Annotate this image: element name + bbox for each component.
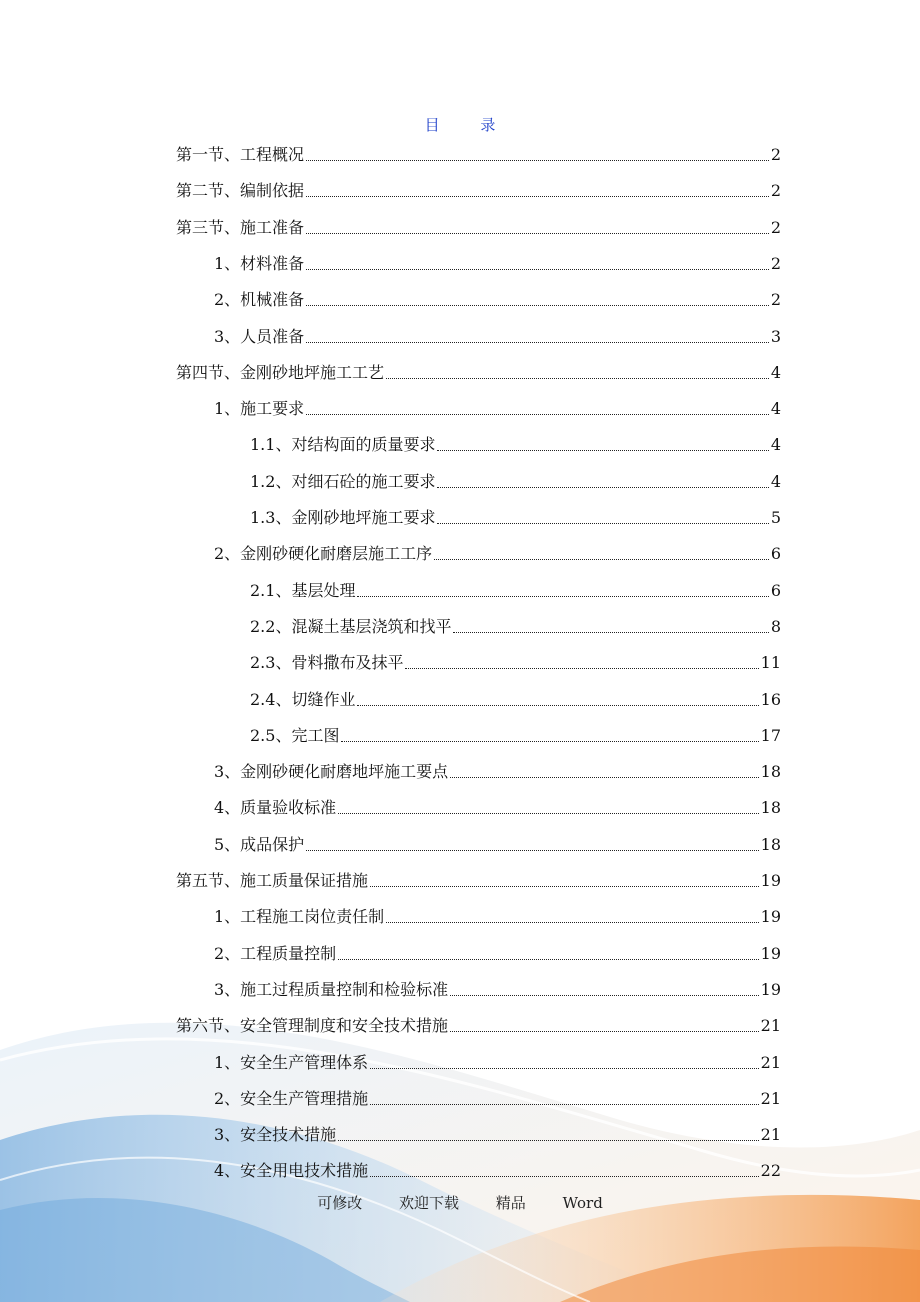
toc-entry-page-number: 5	[770, 508, 781, 527]
toc-entry-page-number: 19	[760, 943, 781, 963]
toc-dot-leader	[306, 269, 769, 270]
toc-entry[interactable]	[214, 834, 781, 856]
toc-entry-page-number: 19	[760, 871, 781, 890]
page-footer	[0, 1192, 920, 1213]
toc-entry-label: 3、金刚砂硬化耐磨地坪施工要点	[214, 762, 449, 782]
toc-entry-page-number: 8	[770, 616, 781, 636]
toc-dot-leader	[306, 305, 769, 306]
toc-dot-leader	[370, 1176, 758, 1177]
footer-text-2: 欢迎下载	[399, 1194, 460, 1212]
toc-entry[interactable]	[214, 1124, 781, 1146]
toc-entry-page-number: 2	[770, 253, 781, 273]
toc-entry[interactable]	[176, 362, 781, 384]
toc-entry-label: 第一节、工程概况	[176, 145, 305, 164]
toc-entry-page-number: 2	[770, 290, 781, 310]
footer-text-3: 精品	[495, 1194, 526, 1212]
toc-entry[interactable]	[250, 616, 781, 638]
toc-dot-leader	[370, 1104, 758, 1105]
footer-text-1: 可修改	[317, 1194, 363, 1212]
toc-entry-page-number: 4	[770, 471, 781, 491]
toc-dot-leader	[306, 160, 769, 161]
toc-entry-label: 1、材料准备	[214, 253, 305, 273]
toc-entry[interactable]	[214, 253, 781, 275]
toc-entry[interactable]	[214, 797, 781, 819]
toc-entry[interactable]	[176, 1015, 781, 1037]
toc-entry[interactable]	[214, 943, 781, 965]
toc-entry-label: 1.2、对细石砼的施工要求	[250, 471, 436, 491]
toc-entry-page-number: 22	[760, 1161, 781, 1181]
toc-entry-page-number: 21	[760, 1088, 781, 1108]
toc-dot-leader	[437, 487, 768, 488]
toc-dot-leader	[386, 922, 758, 923]
toc-entry-page-number: 6	[770, 544, 781, 564]
toc-entry-label: 第二节、编制依据	[176, 181, 305, 201]
toc-entry-label: 2.1、基层处理	[250, 580, 356, 600]
toc-entry-label: 第四节、金刚砂地坪施工工艺	[176, 362, 385, 382]
toc-entry-label: 4、安全用电技术措施	[214, 1161, 369, 1181]
toc-entry[interactable]	[214, 1088, 781, 1110]
toc-entry[interactable]	[214, 761, 781, 783]
toc-dot-leader	[370, 1068, 758, 1069]
toc-entry[interactable]	[250, 689, 781, 711]
toc-entry-page-number: 4	[770, 435, 781, 455]
toc-dot-leader	[450, 1031, 759, 1032]
toc-entry-label: 3、人员准备	[214, 326, 305, 346]
toc-dot-leader	[306, 196, 769, 197]
toc-dot-leader	[338, 1140, 758, 1141]
toc-entry-page-number: 19	[760, 907, 781, 927]
toc-dot-leader	[437, 523, 768, 524]
toc-dot-leader	[405, 668, 758, 669]
toc-entry-label: 1、施工要求	[214, 399, 305, 419]
toc-entry[interactable]	[214, 289, 781, 311]
toc-entry-label: 2、机械准备	[214, 290, 305, 310]
toc-dot-leader	[306, 342, 769, 343]
toc-dot-leader	[450, 777, 758, 778]
toc-entry-label: 5、成品保护	[214, 834, 305, 854]
toc-entry-page-number: 21	[760, 1125, 781, 1145]
toc-entry-label: 1、工程施工岗位责任制	[214, 907, 385, 927]
toc-entry-page-number: 6	[770, 580, 781, 600]
toc-dot-leader	[306, 414, 769, 415]
toc-entry[interactable]	[176, 144, 781, 166]
toc-dot-leader	[306, 850, 758, 851]
toc-entry-page-number: 21	[760, 1016, 781, 1036]
toc-entry[interactable]	[214, 979, 781, 1001]
toc-entry-page-number: 21	[760, 1052, 781, 1072]
toc-entry[interactable]	[250, 652, 781, 674]
toc-dot-leader	[338, 813, 758, 814]
toc-title: 目 录	[424, 116, 514, 134]
toc-entry[interactable]	[250, 725, 781, 747]
toc-entry-label: 第六节、安全管理制度和安全技术措施	[176, 1016, 449, 1036]
toc-entry[interactable]	[250, 471, 781, 493]
toc-entry[interactable]	[214, 1160, 781, 1182]
toc-entry-page-number: 2	[770, 145, 781, 164]
toc-entry-label: 第五节、施工质量保证措施	[176, 871, 369, 890]
toc-entry[interactable]	[250, 580, 781, 602]
toc-entry-page-number: 2	[770, 181, 781, 201]
toc-dot-leader	[306, 233, 769, 234]
toc-dot-leader	[357, 596, 768, 597]
toc-entry[interactable]	[250, 434, 781, 456]
toc-dot-leader	[434, 559, 769, 560]
toc-entry-label: 1.3、金刚砂地坪施工要求	[250, 508, 436, 527]
toc-entry[interactable]	[176, 180, 781, 202]
toc-entry-label: 3、安全技术措施	[214, 1125, 337, 1145]
toc-entry-page-number: 11	[760, 653, 781, 673]
toc-entry-page-number: 3	[770, 326, 781, 346]
toc-dot-leader	[437, 450, 768, 451]
toc-dot-leader	[357, 705, 758, 706]
toc-entry[interactable]	[214, 543, 781, 565]
toc-entry-label: 2、工程质量控制	[214, 943, 337, 963]
toc-entry-label: 4、质量验收标准	[214, 798, 337, 818]
toc-entry-label: 1、安全生产管理体系	[214, 1052, 369, 1072]
toc-entry-page-number: 4	[770, 399, 781, 419]
toc-entry-page-number: 18	[760, 798, 781, 818]
toc-entry-page-number: 18	[760, 834, 781, 854]
toc-entry-page-number: 17	[760, 725, 781, 745]
toc-dot-leader	[338, 959, 758, 960]
toc-entry-label: 2、安全生产管理措施	[214, 1088, 369, 1108]
toc-entry[interactable]	[214, 398, 781, 420]
toc-entry-page-number: 16	[760, 689, 781, 709]
toc-entry-label: 2.3、骨料撒布及抹平	[250, 653, 404, 673]
toc-entry-label: 2.4、切缝作业	[250, 689, 356, 709]
toc-entry-page-number: 2	[770, 217, 781, 237]
toc-entry[interactable]	[214, 906, 781, 928]
toc-dot-leader	[450, 995, 758, 996]
toc-entry-label: 第三节、施工准备	[176, 217, 305, 237]
toc-dot-leader	[386, 378, 769, 379]
toc-entry[interactable]	[214, 1052, 781, 1074]
toc-entry[interactable]	[176, 217, 781, 239]
toc-entry-page-number: 18	[760, 762, 781, 782]
toc-entry[interactable]	[214, 326, 781, 348]
toc-entry-label: 2、金刚砂硬化耐磨层施工工序	[214, 544, 433, 564]
toc-dot-leader	[453, 632, 768, 633]
toc-entry-label: 2.5、完工图	[250, 725, 340, 745]
toc-dot-leader	[341, 741, 758, 742]
toc-entry-page-number: 4	[770, 362, 781, 382]
footer-text-4: Word	[562, 1194, 603, 1212]
toc-entry-label: 2.2、混凝土基层浇筑和找平	[250, 616, 452, 636]
toc-entry-page-number: 19	[760, 979, 781, 999]
toc-entry-label: 1.1、对结构面的质量要求	[250, 435, 436, 455]
toc-entry[interactable]	[176, 870, 781, 892]
toc-entry-label: 3、施工过程质量控制和检验标准	[214, 979, 449, 999]
toc-entry[interactable]	[250, 507, 781, 529]
toc-dot-leader	[370, 886, 759, 887]
